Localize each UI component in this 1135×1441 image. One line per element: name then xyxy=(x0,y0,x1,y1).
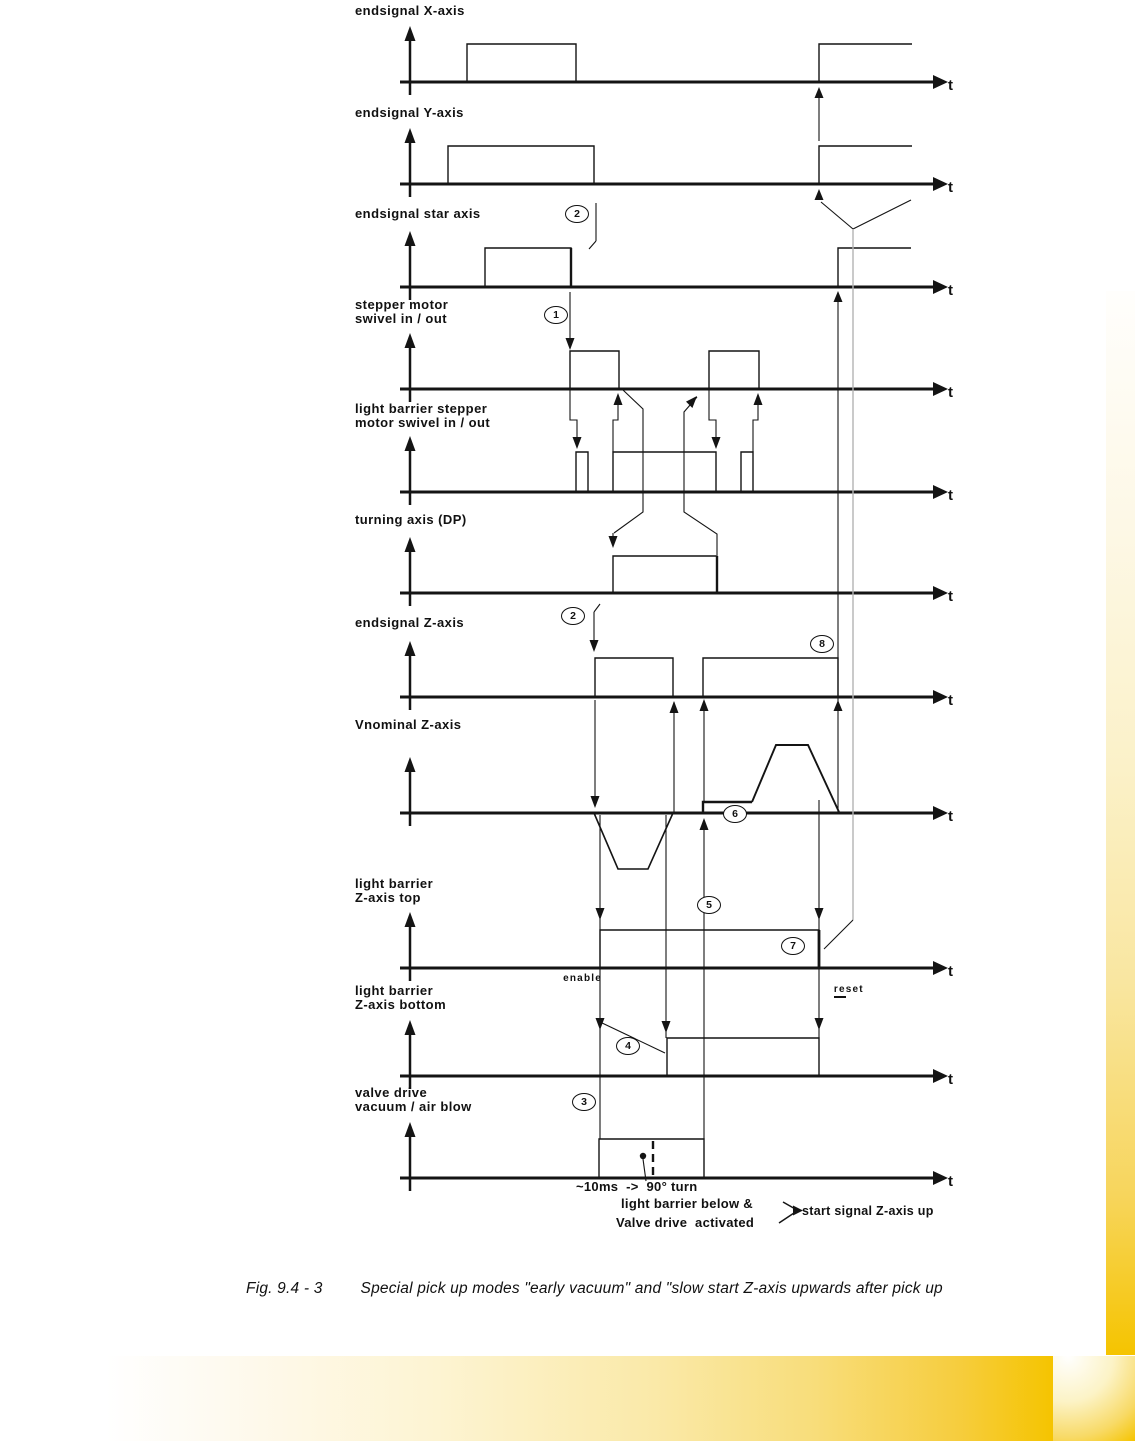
marker-circle-6: 6 xyxy=(723,805,747,823)
feedback-line-end xyxy=(824,920,853,949)
marker-circle-3: 3 xyxy=(572,1093,596,1111)
marker-circle-8: 8 xyxy=(810,635,834,653)
signal-label-lb-zbottom-1: light barrier xyxy=(355,983,434,998)
timing-note: ~10ms -> 90° turn xyxy=(576,1179,698,1194)
signal-label-vnominal-z: Vnominal Z-axis xyxy=(355,717,462,732)
figure-caption-label: Fig. 9.4 - 3 xyxy=(246,1280,323,1297)
signal-label-lb-stepper-2: motor swivel in / out xyxy=(355,415,491,430)
lb-below-note: light barrier below & xyxy=(621,1196,753,1211)
signal-label-stepper-1: stepper motor xyxy=(355,297,449,312)
signal-label-endsignal-z: endsignal Z-axis xyxy=(355,615,465,630)
marker-circle-2-star: 2 xyxy=(565,205,589,223)
t-axis-label: t xyxy=(948,692,953,709)
t-axis-label: t xyxy=(948,282,953,299)
t-axis-label: t xyxy=(948,808,953,825)
signal-label-valve-2: vacuum / air blow xyxy=(355,1099,472,1114)
signal-label-lb-ztop-1: light barrier xyxy=(355,876,434,891)
signal-label-turning-axis: turning axis (DP) xyxy=(355,512,467,527)
timing-marker-dashed xyxy=(640,1141,653,1177)
marker-circle-7: 7 xyxy=(781,937,805,955)
valve-activated-note: Valve drive activated xyxy=(616,1215,755,1230)
t-axis-label: t xyxy=(948,1071,953,1088)
figure-caption-text: Special pick up modes "early vacuum" and "slow start Z-axis upwards after pick up xyxy=(360,1280,943,1297)
t-axis-label: t xyxy=(948,963,953,980)
signal-label-valve-1: valve drive xyxy=(355,1085,428,1100)
reset-note-underlined: re xyxy=(834,984,846,998)
reset-note-rest: set xyxy=(845,984,864,995)
t-axis-label: t xyxy=(948,588,953,605)
annotation-lines xyxy=(570,98,911,1223)
signal-label-endsignal-star: endsignal star axis xyxy=(355,206,481,221)
signal-label-endsignal-y: endsignal Y-axis xyxy=(355,105,464,120)
marker-circle-1: 1 xyxy=(544,306,568,324)
marker-circle-5: 5 xyxy=(697,896,721,914)
signal-label-lb-zbottom-2: Z-axis bottom xyxy=(355,997,447,1012)
signal-label-lb-stepper-1: light barrier stepper xyxy=(355,401,488,416)
signal-label-endsignal-x: endsignal X-axis xyxy=(355,3,465,18)
start-signal-note: start signal Z-axis up xyxy=(802,1204,934,1218)
t-axis-label: t xyxy=(948,384,953,401)
vnominal-curve xyxy=(594,745,839,869)
t-axis-label: t xyxy=(948,487,953,504)
time-axis-arrowheads xyxy=(933,75,948,1185)
signal-label-stepper-2: swivel in / out xyxy=(355,311,447,326)
t-axis-label: t xyxy=(948,179,953,196)
figure-caption xyxy=(228,1262,943,1316)
reset-note xyxy=(818,973,864,1006)
enable-note: enable xyxy=(563,973,602,984)
signal-label-lb-ztop-2: Z-axis top xyxy=(355,890,421,905)
marker-circle-2-z: 2 xyxy=(561,607,585,625)
t-axis-label: t xyxy=(948,1173,953,1190)
t-axis-label: t xyxy=(948,77,953,94)
marker-circle-4: 4 xyxy=(616,1037,640,1055)
signal-pulses xyxy=(448,44,912,1178)
